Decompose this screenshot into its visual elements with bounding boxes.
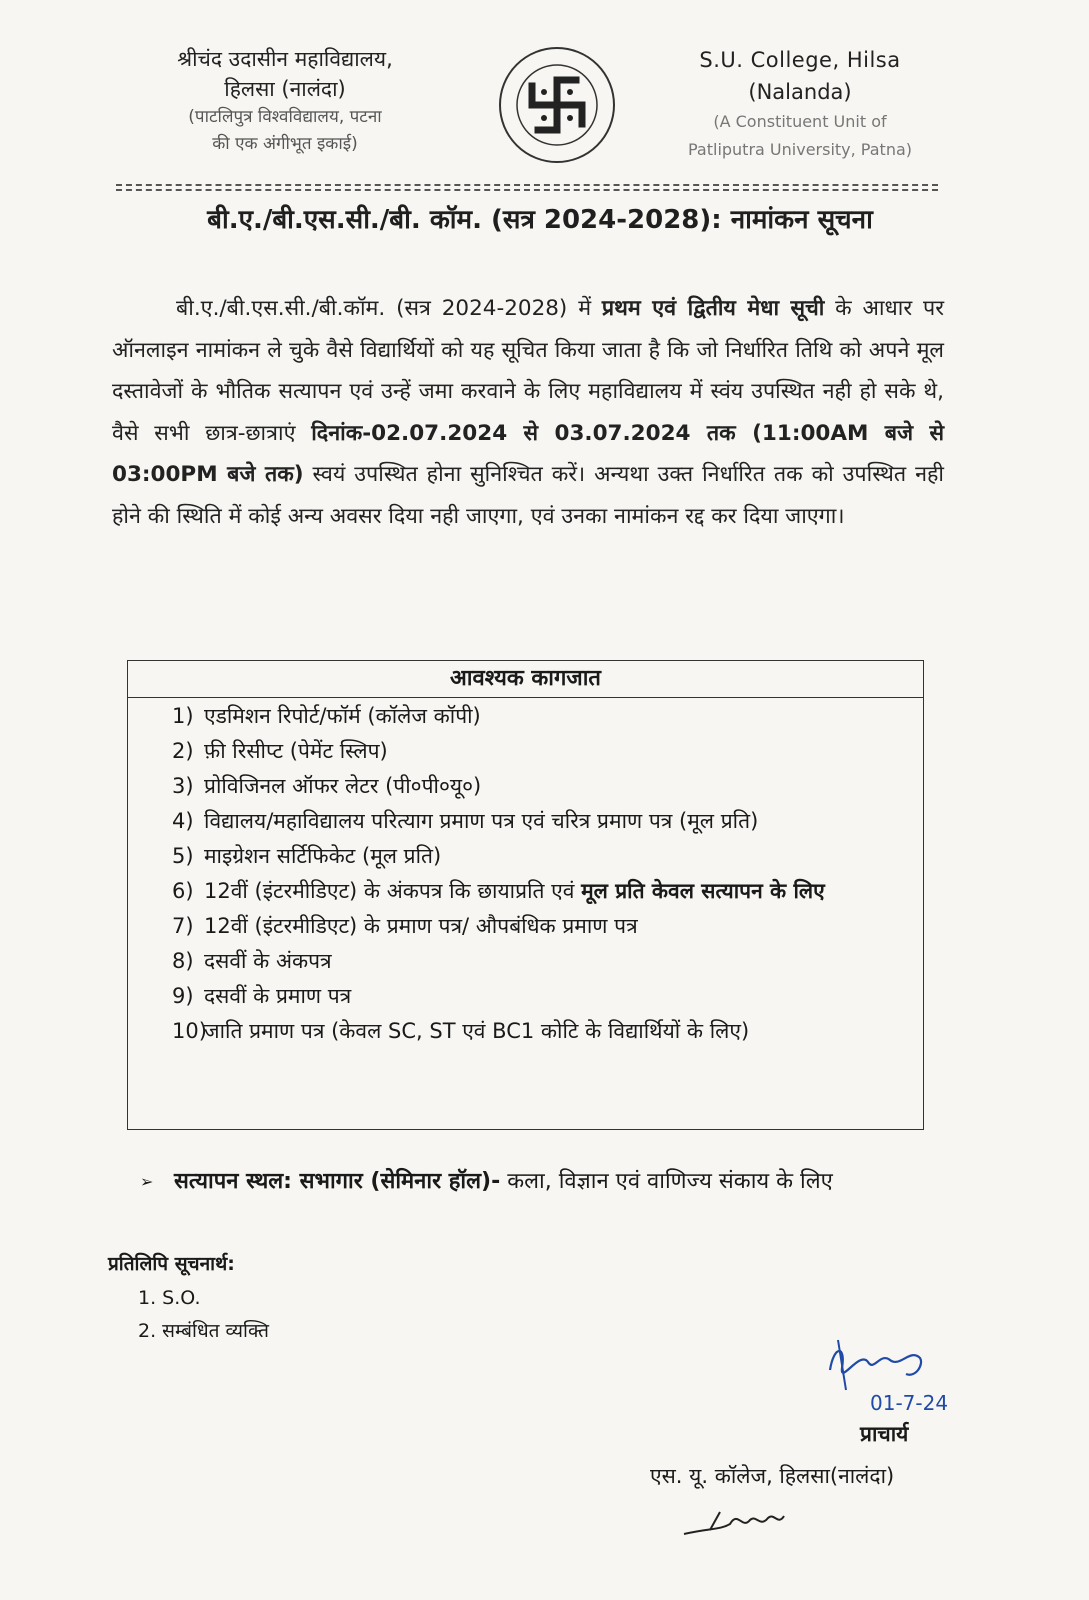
- venue-label: सत्यापन स्थल: सभागार (सेमिनार हॉल)-: [174, 1169, 501, 1194]
- university-line-hindi-1: (पाटलिपुत्र विश्वविद्यालय, पटना: [188, 107, 382, 127]
- copy-heading: प्रतिलिपि सूचनार्थ:: [108, 1253, 235, 1275]
- document-number: 5): [172, 844, 194, 868]
- body-text-2: के आधार पर ऑनलाइन नामांकन ले चुके वैसे विद्यार्थियों को यह सूचित किया जाता है कि जो निर्धारित तिथि को अपने मूल दस्तावेजों के भौतिक सत्यापन एवं उन्हें जमा करवाने के लिए महाविद्यालय में स्वंय उपस्थित नही हो सके थे, वैसे सभी छात्र-छात्राएं: [112, 296, 944, 446]
- header-hindi: [120, 44, 450, 158]
- body-bold-dates: दिनांक-02.07.2024 से 03.07.2024 तक (11:00AM बजे से 03:00PM बजे तक): [112, 420, 944, 487]
- body-text-3: स्वयं उपस्थित होना सुनिश्चित करें। अन्यथा उक्त निर्धारित तक को उपस्थित नही होने की स्थिति में कोई अन्य अवसर दिया नही जाएगा, एवं उनका नामांकन रद्द कर दिया जाएगा।: [112, 462, 944, 529]
- document-item: [172, 909, 912, 944]
- document-text-plain: विद्यालय/महाविद्यालय परित्याग प्रमाण पत्र एवं चरित्र प्रमाण पत्र (मूल प्रति): [204, 809, 759, 833]
- document-text: [204, 734, 912, 769]
- arrow-bullet-icon: ➢: [140, 1172, 154, 1191]
- document-text: [204, 909, 912, 944]
- header-divider-2: [116, 189, 938, 191]
- college-signoff: एस. यू. कॉलेज, हिलसा(नालंदा): [650, 1464, 895, 1488]
- document-text: [204, 839, 912, 874]
- venue-text: कला, विज्ञान एवं वाणिज्य संकाय के लिए: [500, 1169, 833, 1194]
- document-text-plain: फ़ी रिसीप्ट (पेमेंट स्लिप): [204, 739, 388, 763]
- document-text-plain: जाति प्रमाण पत्र (केवल SC, ST एवं BC1 कोटि के विद्यार्थियों के लिए): [204, 1019, 750, 1043]
- principal-signature-icon: [820, 1330, 1020, 1430]
- document-text-plain: दसवीं के अंकपत्र: [204, 949, 332, 973]
- verification-venue: [140, 1160, 940, 1204]
- document-item: [172, 769, 912, 804]
- document-text-plain: दसवीं के प्रमाण पत्र: [204, 984, 352, 1008]
- notice-title: बी.ए./बी.एस.सी./बी. कॉम. (सत्र 2024-2028): नामांकन सूचना: [207, 205, 873, 235]
- document-number: 8): [172, 949, 194, 973]
- document-number: 10): [172, 1019, 207, 1043]
- header-english: [660, 44, 940, 164]
- document-text-plain: 12वीं (इंटरमीडिएट) के प्रमाण पत्र/ औपबंधिक प्रमाण पत्र: [204, 914, 638, 938]
- university-line-english-1: (A Constituent Unit of: [713, 112, 887, 131]
- copy-item: 2. सम्बंधित व्यक्ति: [138, 1320, 269, 1342]
- secondary-signature-icon: [680, 1500, 790, 1540]
- document-number: 3): [172, 774, 194, 798]
- document-item: [172, 734, 912, 769]
- document-number: 4): [172, 809, 194, 833]
- document-item: [172, 874, 912, 909]
- college-name-english: S.U. College, Hilsa: [699, 48, 901, 72]
- document-text: [204, 1014, 912, 1049]
- college-seal-icon: [496, 44, 618, 166]
- document-item: [172, 944, 912, 979]
- document-text-plain: 12वीं (इंटरमीडिएट) के अंकपत्र कि छायाप्रति एवं: [204, 879, 582, 903]
- document-item: [172, 839, 912, 874]
- notice-body: [112, 288, 944, 537]
- document-text: [204, 769, 912, 804]
- university-line-hindi-2: की एक अंगीभूत इकाई): [212, 134, 358, 154]
- document-text: [204, 804, 912, 839]
- required-documents-box: [127, 660, 924, 1130]
- header-divider: [116, 184, 938, 186]
- document-number: 9): [172, 984, 194, 1008]
- document-text: [204, 699, 912, 734]
- document-item: [172, 804, 912, 839]
- documents-list: [172, 699, 912, 1049]
- college-name-hindi: श्रीचंद उदासीन महाविद्यालय,: [177, 47, 393, 71]
- document-number: 7): [172, 914, 194, 938]
- document-number: 1): [172, 704, 194, 728]
- signature-date: 01-7-24: [870, 1391, 949, 1415]
- document-text-plain: एडमिशन रिपोर्ट/फॉर्म (कॉलेज कॉपी): [204, 704, 481, 728]
- copy-item: 1. S.O.: [138, 1287, 201, 1309]
- document-number: 2): [172, 739, 194, 763]
- document-item: [172, 1014, 912, 1049]
- document-text-plain: प्रोविजिनल ऑफर लेटर (पी०पी०यू०): [204, 774, 482, 798]
- college-place-english: (Nalanda): [748, 80, 852, 104]
- document-number: 6): [172, 879, 194, 903]
- document-text: [204, 944, 912, 979]
- copy-list: [138, 1282, 269, 1348]
- document-text: [204, 979, 912, 1014]
- document-item: [172, 979, 912, 1014]
- body-bold-merit: प्रथम एवं द्वितीय मेधा सूची: [601, 296, 825, 321]
- body-text-1: बी.ए./बी.एस.सी./बी.कॉम. (सत्र 2024-2028) में: [176, 296, 602, 321]
- document-text-bold: मूल प्रति केवल सत्यापन के लिए: [581, 879, 825, 903]
- document-item: [172, 699, 912, 734]
- document-text-plain: माइग्रेशन सर्टिफिकेट (मूल प्रति): [204, 844, 442, 868]
- documents-heading: आवश्यक कागजात: [128, 661, 923, 698]
- principal-title: प्राचार्य: [860, 1422, 909, 1446]
- document-text: [204, 874, 912, 909]
- university-line-english-2: Patliputra University, Patna): [687, 140, 912, 159]
- college-place-hindi: हिलसा (नालंदा): [224, 77, 346, 101]
